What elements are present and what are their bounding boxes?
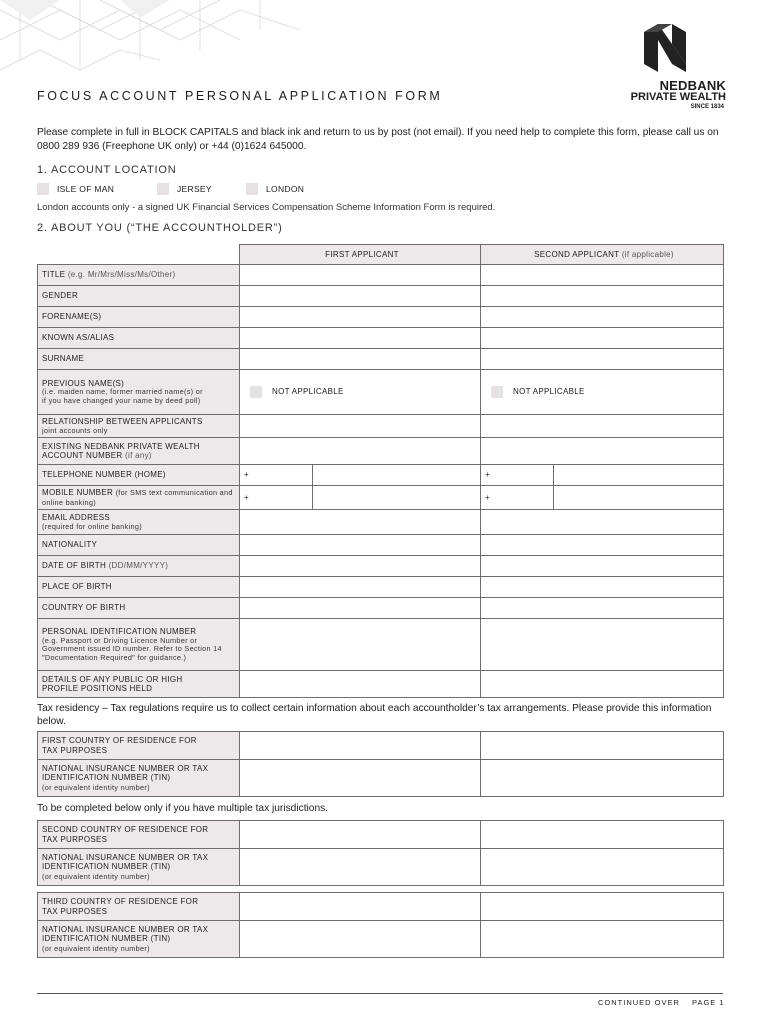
table-row	[38, 438, 724, 465]
london-checkbox[interactable]	[246, 183, 258, 195]
about-you-table	[37, 244, 724, 698]
table-row	[38, 307, 724, 328]
nedbank-logo	[614, 18, 726, 110]
second-public-positions-field[interactable]	[481, 671, 724, 698]
isle-of-man-label: ISLE OF MAN	[57, 184, 115, 194]
second-nationality-field[interactable]	[481, 535, 724, 556]
jersey-checkbox[interactable]	[157, 183, 169, 195]
first-applicant-first-nin-field[interactable]	[240, 760, 481, 797]
second-nin-label: NATIONAL INSURANCE NUMBER OR TAX IDENTIFICATION NUMBER (TIN) (or equivalent identity number)	[38, 849, 240, 886]
first-telephone-field[interactable]	[313, 465, 481, 486]
second-applicant-first-nin-field[interactable]	[481, 760, 724, 797]
page-number: PAGE 1	[692, 998, 725, 1007]
title-label: TITLE (e.g. Mr/Mrs/Miss/Ms/Other)	[38, 265, 240, 286]
second-telephone-code-field[interactable]: +	[481, 465, 554, 486]
first-country-of-birth-field[interactable]	[240, 598, 481, 619]
email-label: EMAIL ADDRESS (required for online banking)	[38, 510, 240, 535]
table-row	[38, 921, 724, 958]
second-surname-field[interactable]	[481, 349, 724, 370]
table-row	[38, 732, 724, 760]
third-country-tax-label: THIRD COUNTRY OF RESIDENCE FOR TAX PURPOSES	[38, 893, 240, 921]
second-applicant-second-nin-field[interactable]	[481, 849, 724, 886]
previous-names-label: PREVIOUS NAME(S) (i.e. maiden name, former married name(s) or if you have changed your name by deed poll)	[38, 370, 240, 415]
first-existing-account-field[interactable]	[240, 438, 481, 465]
first-pin-field[interactable]	[240, 619, 481, 671]
first-applicant-first-country-field[interactable]	[240, 732, 481, 760]
first-nin-label: NATIONAL INSURANCE NUMBER OR TAX IDENTIFICATION NUMBER (TIN) (or equivalent identity number)	[38, 760, 240, 797]
first-not-applicable-checkbox[interactable]	[250, 386, 262, 398]
first-telephone-code-field[interactable]: +	[240, 465, 313, 486]
second-mobile-code-field[interactable]: +	[481, 486, 554, 510]
nationality-label: NATIONALITY	[38, 535, 240, 556]
tax-table-1	[37, 731, 724, 797]
first-country-tax-label: FIRST COUNTRY OF RESIDENCE FOR TAX PURPOSES	[38, 732, 240, 760]
first-gender-field[interactable]	[240, 286, 481, 307]
second-email-field[interactable]	[481, 510, 724, 535]
first-applicant-header: FIRST APPLICANT	[240, 245, 481, 265]
london-note: London accounts only - a signed UK Financial Services Compensation Scheme Information Form is required.	[37, 202, 496, 213]
second-gender-field[interactable]	[481, 286, 724, 307]
first-relationship-field[interactable]	[240, 415, 481, 438]
third-nin-label: NATIONAL INSURANCE NUMBER OR TAX IDENTIFICATION NUMBER (TIN) (or equivalent identity number)	[38, 921, 240, 958]
table-row	[38, 893, 724, 921]
multiple-jurisdictions-note: To be completed below only if you have multiple tax jurisdictions.	[37, 803, 329, 814]
second-known-as-field[interactable]	[481, 328, 724, 349]
public-positions-label: DETAILS OF ANY PUBLIC OR HIGH PROFILE POSITIONS HELD	[38, 671, 240, 698]
first-previous-names-field[interactable]: NOT APPLICABLE	[240, 370, 481, 415]
table-row	[38, 577, 724, 598]
tax-intro: Tax residency – Tax regulations require us to collect certain information about each accountholder’s tax arrangements. Please provide this information below.	[37, 703, 712, 727]
continued-over: CONTINUED OVER	[598, 998, 680, 1007]
section-1-heading: 1. ACCOUNT LOCATION	[37, 164, 177, 176]
first-public-positions-field[interactable]	[240, 671, 481, 698]
table-row	[38, 760, 724, 797]
table-row	[38, 265, 724, 286]
isle-of-man-checkbox[interactable]	[37, 183, 49, 195]
second-existing-account-field[interactable]	[481, 438, 724, 465]
first-surname-field[interactable]	[240, 349, 481, 370]
relationship-label: RELATIONSHIP BETWEEN APPLICANTS joint accounts only	[38, 415, 240, 438]
first-applicant-second-country-field[interactable]	[240, 821, 481, 849]
logo-brand: NEDBANK	[659, 78, 726, 93]
mobile-label: MOBILE NUMBER (for SMS text communication and online banking)	[38, 486, 240, 510]
second-telephone-field[interactable]	[554, 465, 724, 486]
country-of-birth-label: COUNTRY OF BIRTH	[38, 598, 240, 619]
first-mobile-field[interactable]	[313, 486, 481, 510]
existing-account-label: EXISTING NEDBANK PRIVATE WEALTH ACCOUNT NUMBER (if any)	[38, 438, 240, 465]
telephone-label: TELEPHONE NUMBER (HOME)	[38, 465, 240, 486]
second-country-of-birth-field[interactable]	[481, 598, 724, 619]
gender-label: GENDER	[38, 286, 240, 307]
table-row	[38, 535, 724, 556]
second-applicant-header: SECOND APPLICANT (if applicable)	[481, 245, 724, 265]
first-forenames-field[interactable]	[240, 307, 481, 328]
first-applicant-third-country-field[interactable]	[240, 893, 481, 921]
table-row	[38, 598, 724, 619]
second-applicant-first-country-field[interactable]	[481, 732, 724, 760]
second-mobile-field[interactable]	[554, 486, 724, 510]
surname-label: SURNAME	[38, 349, 240, 370]
second-dob-field[interactable]	[481, 556, 724, 577]
second-previous-names-field[interactable]: NOT APPLICABLE	[481, 370, 724, 415]
second-forenames-field[interactable]	[481, 307, 724, 328]
second-relationship-field[interactable]	[481, 415, 724, 438]
first-place-of-birth-field[interactable]	[240, 577, 481, 598]
section-2-heading: 2. ABOUT YOU (“THE ACCOUNTHOLDER”)	[37, 222, 283, 234]
table-row	[38, 849, 724, 886]
forenames-label: FORENAME(S)	[38, 307, 240, 328]
logo-since: SINCE 1834	[690, 104, 724, 110]
table-row	[38, 619, 724, 671]
first-email-field[interactable]	[240, 510, 481, 535]
london-label: LONDON	[266, 184, 305, 194]
pin-label: PERSONAL IDENTIFICATION NUMBER (e.g. Passport or Driving Licence Number or Government issued ID number. Refer to Section 14 "Documentation Required" for guidance.)	[38, 619, 240, 671]
first-nationality-field[interactable]	[240, 535, 481, 556]
decorative-pattern	[0, 0, 300, 80]
table-row	[38, 349, 724, 370]
footer-divider	[37, 993, 723, 994]
known-as-label: KNOWN AS/ALIAS	[38, 328, 240, 349]
tax-table-2	[37, 820, 724, 886]
second-place-of-birth-field[interactable]	[481, 577, 724, 598]
page-title: FOCUS ACCOUNT PERSONAL APPLICATION FORM	[37, 89, 443, 103]
dob-label: DATE OF BIRTH (DD/MM/YYYY)	[38, 556, 240, 577]
table-row	[38, 510, 724, 535]
table-header-row	[38, 245, 724, 265]
place-of-birth-label: PLACE OF BIRTH	[38, 577, 240, 598]
second-title-field[interactable]	[481, 265, 724, 286]
table-row	[38, 415, 724, 438]
second-applicant-second-country-field[interactable]	[481, 821, 724, 849]
first-applicant-second-nin-field[interactable]	[240, 849, 481, 886]
second-not-applicable-checkbox[interactable]	[491, 386, 503, 398]
intro-text: Please complete in full in BLOCK CAPITALS and black ink and return to us by post (not email). If you need help to complete this form, please call us on 0800 289 936 (Freephone UK only) or +44 (0)1624 645000.	[37, 127, 719, 152]
table-row	[38, 286, 724, 307]
first-title-field[interactable]	[240, 265, 481, 286]
logo-subtitle: PRIVATE WEALTH	[630, 91, 726, 103]
nedbank-logo-icon	[614, 18, 726, 76]
tax-table-3	[37, 892, 724, 958]
jersey-label: JERSEY	[177, 184, 212, 194]
first-dob-field[interactable]	[240, 556, 481, 577]
first-applicant-third-nin-field[interactable]	[240, 921, 481, 958]
table-row	[38, 328, 724, 349]
second-applicant-third-nin-field[interactable]	[481, 921, 724, 958]
first-mobile-code-field[interactable]: +	[240, 486, 313, 510]
table-row	[38, 486, 724, 510]
table-row	[38, 671, 724, 698]
table-row	[38, 821, 724, 849]
second-pin-field[interactable]	[481, 619, 724, 671]
second-applicant-third-country-field[interactable]	[481, 893, 724, 921]
table-row	[38, 465, 724, 486]
table-row	[38, 370, 724, 415]
second-country-tax-label: SECOND COUNTRY OF RESIDENCE FOR TAX PURPOSES	[38, 821, 240, 849]
table-row	[38, 556, 724, 577]
first-known-as-field[interactable]	[240, 328, 481, 349]
